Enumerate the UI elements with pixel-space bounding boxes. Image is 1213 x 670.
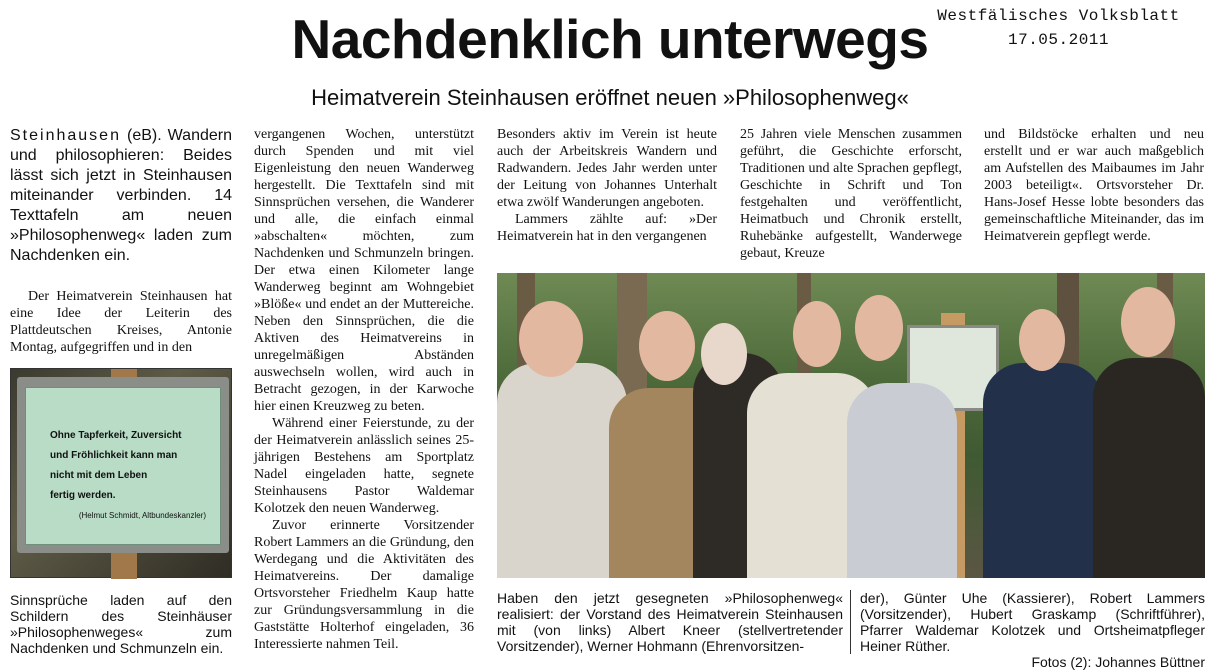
- publication-date: 17.05.2011: [1007, 31, 1109, 49]
- group-caption-text: der), Günter Uhe (Kassierer), Robert Lammers (Vorsitzender), Hubert Graskamp (Schriftführer), Pfarrer Waldemar Kolotzek und Ortsheimatpfleger Heiner Rüther.: [860, 590, 1205, 654]
- sign-text-line: Ohne Tapferkeit, Zuversicht: [50, 430, 182, 441]
- column-4-paragraph: 25 Jahren viele Menschen zusammen geführt, die Geschichte erforscht, Traditionen und alte Sprachen gepflegt, Geschichte in Schrift und Ton festgehalten und veröffentlicht, Heimatbuch und Chronik erstellt, Ruhebänke aufgestellt, Wanderwege gebaut, Kreuze: [740, 127, 962, 261]
- article-headline: Nachdenklich unterwegs: [291, 8, 929, 70]
- group-caption-part-2: [860, 590, 1205, 670]
- sign-author: (Helmut Schmidt, Altbundeskanzler): [78, 511, 206, 520]
- sign-text-line: fertig werden.: [50, 490, 116, 501]
- sign-photo-caption: Sinnsprüche laden auf den Schildern des Steinhäuser »Philosophenweges« zum Nachdenken und Schmunzeln ein.: [10, 592, 232, 656]
- lead-text: (eB). Wandern und philosophieren: Beides lässt sich jetzt in Steinhausen miteinander verbinden. 14 Texttafeln am neuen »Philosophenweg« laden zum Nachdenken ein.: [10, 127, 232, 264]
- person-head: [701, 323, 747, 385]
- article-column-2: [254, 126, 474, 653]
- publication-source: [916, 4, 1201, 52]
- article-lead: [10, 126, 232, 266]
- article-column-5: [984, 126, 1204, 245]
- lead-place: Steinhausen: [10, 127, 121, 144]
- article-subheadline: Heimatverein Steinhausen eröffnet neuen »Philosophenweg«: [311, 85, 909, 110]
- person-head: [1121, 287, 1175, 357]
- group-photo: [497, 273, 1205, 578]
- person: [983, 363, 1103, 578]
- sign-photo: [10, 368, 232, 578]
- sign-board: [25, 387, 221, 545]
- article-column-4: [740, 126, 962, 262]
- photo-credit: Fotos (2): Johannes Büttner: [1031, 654, 1205, 670]
- person: [847, 383, 957, 578]
- sign-text-line: nicht mit dem Leben: [50, 470, 148, 481]
- group-caption-part-1: Haben den jetzt gesegneten »Philosophenweg« realisiert: der Vorstand des Heimatverein Steinhausen mit (von links) Albert Kneer (stellvertretender Vorsitzender), Werner Hohmann (Ehrenvorsitzen-: [497, 590, 843, 654]
- sign-text-line: und Fröhlichkeit kann man: [50, 450, 178, 461]
- column-5-paragraph: und Bildstöcke erhalten und neu erstellt und er war auch maßgeblich am Aufstellen des Maibaumes im Jahr 2003 beteiligt«. Ortsvorsteher Dr. Hans-Josef Hesse lobte besonders das gemeinschaftliche Miteinander, das im Heimatverein gepflegt werde.: [984, 127, 1204, 244]
- column-1-paragraph: Der Heimatverein Steinhausen hat eine Idee der Leiterin des Plattdeutschen Kreises, Antonie Montag, aufgegriffen und in den: [10, 289, 232, 355]
- person-head: [855, 295, 903, 361]
- person: [497, 363, 627, 578]
- column-3-paragraph: Lammers zählte auf: »Der Heimatverein hat in den vergangenen: [497, 212, 717, 244]
- person-head: [639, 311, 695, 381]
- article-column-1: [10, 288, 232, 356]
- column-3-paragraph: Besonders aktiv im Verein ist heute auch der Arbeitskreis Wandern und Radwandern. Jedes Jahr werden unter der Leitung von Johannes Unterhalt etwa zwölf Wanderungen angeboten.: [497, 127, 717, 210]
- person-head: [793, 301, 841, 367]
- person-head: [519, 301, 583, 377]
- article-column-3: [497, 126, 717, 245]
- caption-divider: [850, 590, 851, 654]
- person-head: [1019, 309, 1065, 371]
- column-2-paragraph: Während einer Feierstunde, zu der der Heimatverein anlässlich seines 25-jährigen Bestehens am Sportplatz Nadel eingeladen hatte, segnete Steinhausens Pastor Waldemar Kolotzek den neuen Wanderweg.: [254, 416, 474, 516]
- column-2-paragraph: Zuvor erinnerte Vorsitzender Robert Lammers an die Gründung, den Werdegang und die Aktivitäten des Heimatvereins. Der damalige Ortsvorsteher Friedhelm Kaup hatte zur Gründungsversammlung in die Gaststätte Holterhof eingeladen, 36 Interessierte nahmen Teil.: [254, 518, 474, 652]
- publication-name: Westfälisches Volksblatt: [937, 7, 1180, 25]
- person: [1093, 358, 1205, 578]
- column-2-paragraph: vergangenen Wochen, unterstützt durch Spenden und mit viel Eigenleistung den neuen Wanderweg hergestellt. Die Texttafeln sind mit Sinnsprüchen versehen, die Wanderer und alle, die einfach einmal »abschalten« möchten, zum Nachdenken und Schmunzeln bringen. Der etwa einen Kilometer lange Wanderweg beginnt am Wohngebiet »Blöße« und endet an der Muttereiche. Neben den Sinnsprüchen, die die Aktiven des Heimatvereins in unregelmäßigen Abständen auswechseln wollen, wird auch in Betracht gezogen, in der Karwoche hier einen Kreuzweg zu beten.: [254, 127, 474, 414]
